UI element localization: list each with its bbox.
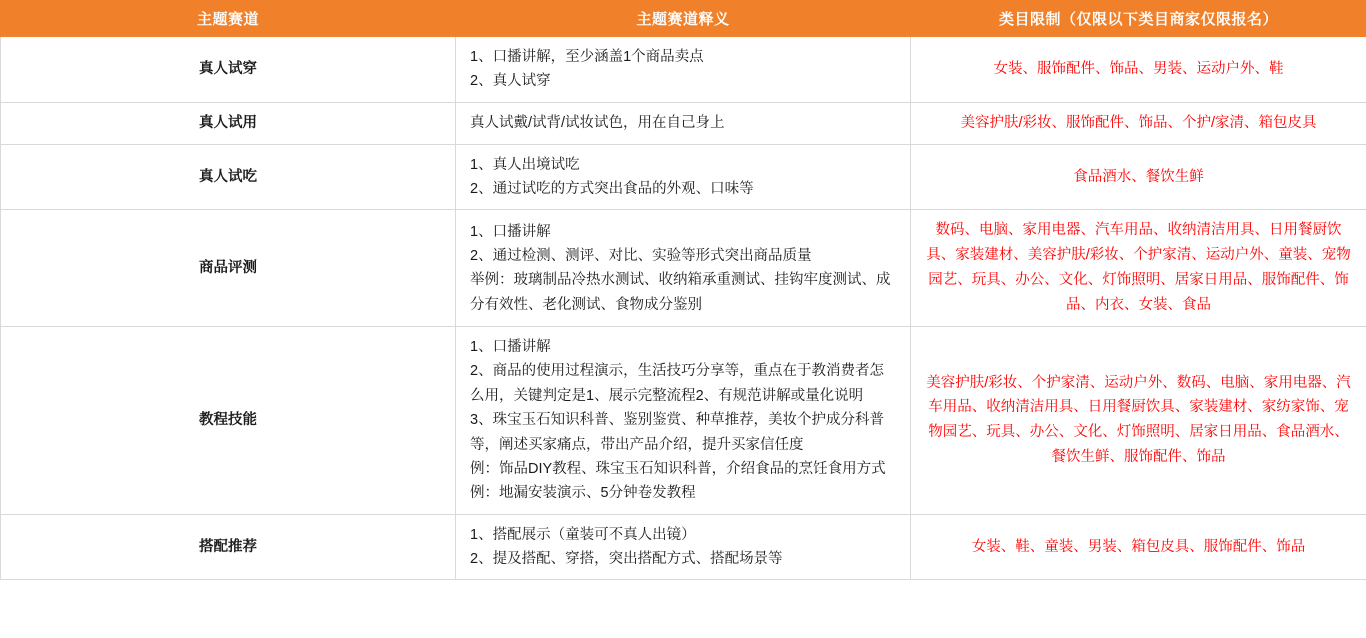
track-definition: 1、搭配展示（童装可不真人出镜） 2、提及搭配、穿搭，突出搭配方式、搭配场景等 [456,514,911,580]
table-row [1,210,1366,327]
track-name: 真人试用 [1,102,456,144]
track-definition: 1、口播讲解 2、商品的使用过程演示，生活技巧分享等，重点在于教消费者怎么用，关键判定是1、展示完整流程2、有规范讲解或量化说明 3、珠宝玉石知识科普、鉴别鉴赏、种草推荐，美妆个护成分科普等，阐述买家痛点，带出产品介绍，提升买家信任度 例：饰品DIY教程、珠宝玉石知识科普，介绍食品的烹饪食用方式 例：地漏安装演示、5分钟卷发教程 [456,327,911,515]
category-limit: 美容护肤/彩妆、服饰配件、饰品、个护/家清、箱包皮具 [911,102,1366,144]
track-name: 教程技能 [1,327,456,515]
track-definition: 1、口播讲解，至少涵盖1个商品卖点 2、真人试穿 [456,37,911,103]
column-header-track: 主题赛道 [1,1,456,37]
table-row [1,37,1366,103]
track-definition: 真人试戴/试背/试妆试色，用在自己身上 [456,102,911,144]
track-definition: 1、口播讲解 2、通过检测、测评、对比、实验等形式突出商品质量 举例：玻璃制品冷热水测试、收纳箱承重测试、挂钩牢度测试、成分有效性、老化测试、食物成分鉴别 [456,210,911,327]
table-row [1,327,1366,515]
table-body [1,37,1366,580]
column-header-definition: 主题赛道释义 [456,1,911,37]
category-limit: 食品酒水、餐饮生鲜 [911,144,1366,210]
table-header [1,1,1366,37]
table-row [1,144,1366,210]
track-name: 搭配推荐 [1,514,456,580]
column-header-category-limit: 类目限制（仅限以下类目商家仅限报名） [911,1,1366,37]
category-limit: 数码、电脑、家用电器、汽车用品、收纳清洁用具、日用餐厨饮具、家装建材、美容护肤/彩妆、个护家清、运动户外、童装、宠物园艺、玩具、办公、文化、灯饰照明、居家日用品、服饰配件、饰品、内衣、女装、食品 [911,210,1366,327]
track-name: 商品评测 [1,210,456,327]
category-limit: 美容护肤/彩妆、个护家清、运动户外、数码、电脑、家用电器、汽车用品、收纳清洁用具、日用餐厨饮具、家装建材、家纺家饰、宠物园艺、玩具、办公、文化、灯饰照明、居家日用品、食品酒水、餐饮生鲜、服饰配件、饰品 [911,327,1366,515]
category-limit: 女装、服饰配件、饰品、男装、运动户外、鞋 [911,37,1366,103]
table-row [1,102,1366,144]
track-definition: 1、真人出境试吃 2、通过试吃的方式突出食品的外观、口味等 [456,144,911,210]
table-header-row [1,1,1366,37]
table-row [1,514,1366,580]
track-name: 真人试穿 [1,37,456,103]
category-limit: 女装、鞋、童装、男装、箱包皮具、服饰配件、饰品 [911,514,1366,580]
track-name: 真人试吃 [1,144,456,210]
